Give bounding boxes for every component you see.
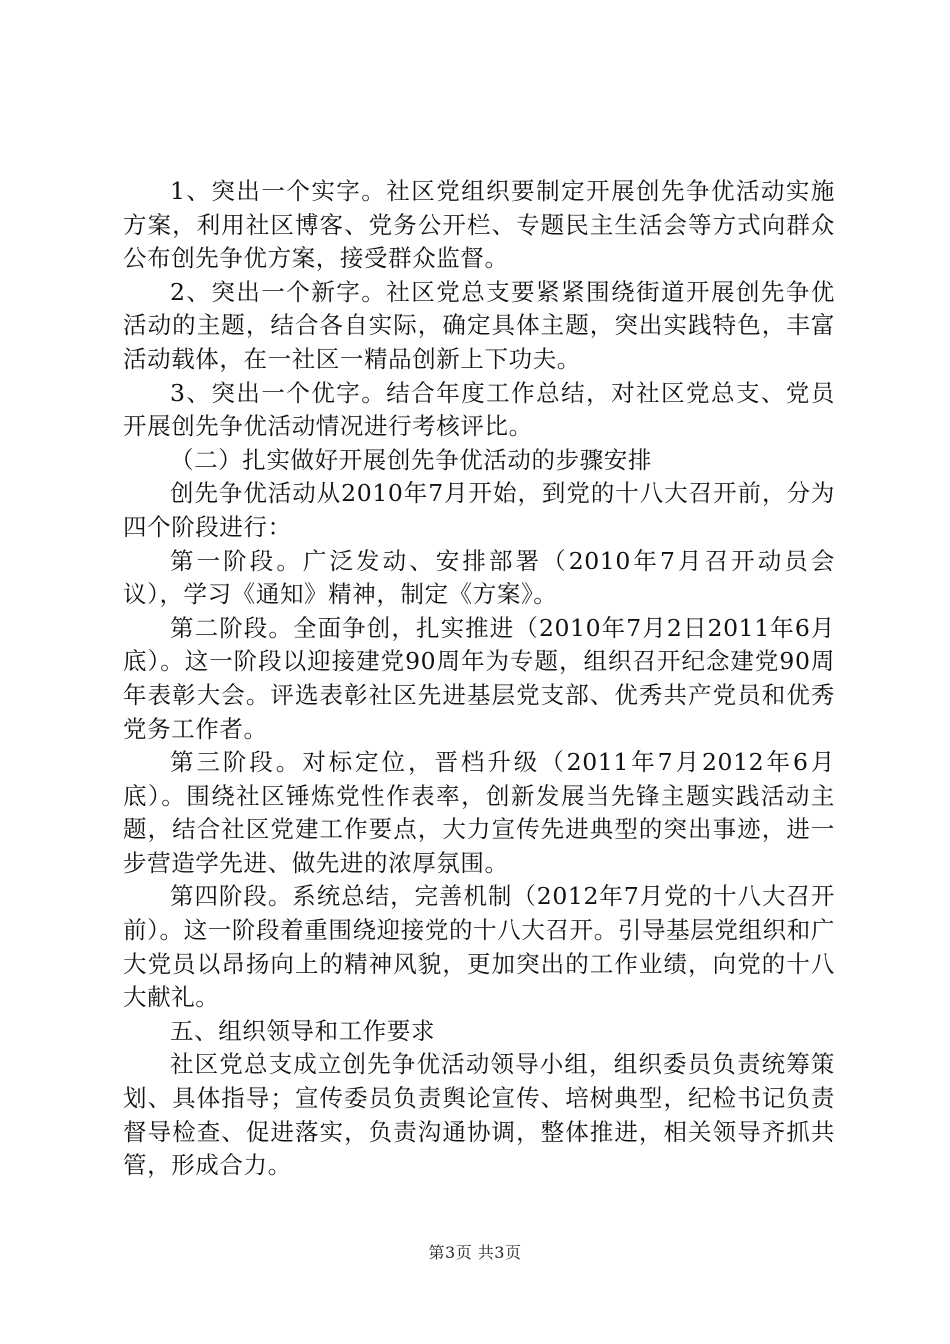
paragraph-highlight-excellent: 3、突出一个优字。结合年度工作总结，对社区党总支、党员开展创先争优活动情况进行考核评比。 [123, 378, 835, 441]
paragraph-highlight-new: 2、突出一个新字。社区党总支要紧紧围绕街道开展创先争优活动的主题，结合各自实际，确定具体主题，突出实践特色，丰富活动载体，在一社区一精品创新上下功夫。 [123, 277, 835, 373]
section-heading-leadership: 五、组织领导和工作要求 [170, 1016, 436, 1045]
paragraph-leadership: 社区党总支成立创先争优活动领导小组，组织委员负责统筹策划、具体指导；宣传委员负责舆论宣传、培树典型，纪检书记负责督导检查、促进落实，负责沟通协调，整体推进，相关领导齐抓共管，形成合力。 [123, 1050, 835, 1180]
paragraph-highlight-practical: 1、突出一个实字。社区党组织要制定开展创先争优活动实施方案，利用社区博客、党务公开栏、专题民主生活会等方式向群众公布创先争优方案，接受群众监督。 [123, 177, 835, 273]
section-heading-steps: （二）扎实做好开展创先争优活动的步骤安排 [170, 445, 652, 474]
page-number-footer: 第3页 共3页 [428, 1243, 522, 1262]
paragraph-stage-two: 第二阶段。全面争创，扎实推进（2010年7月2日2011年6月底）。这一阶段以迎接建党90周年为专题，组织召开纪念建党90周年表彰大会。评选表彰社区先进基层党支部、优秀共产党员和优秀党务工作者。 [123, 613, 835, 743]
paragraph-stage-four: 第四阶段。系统总结，完善机制（2012年7月党的十八大召开前）。这一阶段着重围绕迎接党的十八大召开。引导基层党组织和广大党员以昂扬向上的精神风貌，更加突出的工作业绩，向党的十八大献礼。 [123, 882, 835, 1012]
paragraph-stages-intro: 创先争优活动从2010年7月开始，到党的十八大召开前，分为四个阶段进行： [123, 479, 835, 541]
paragraph-stage-one: 第一阶段。广泛发动、安排部署（2010年7月召开动员会议），学习《通知》精神，制定《方案》。 [123, 546, 835, 609]
document-body [123, 175, 835, 1183]
paragraph-stage-three: 第三阶段。对标定位，晋档升级（2011年7月2012年6月底）。围绕社区锤炼党性作表率，创新发展当先锋主题实践活动主题，结合社区党建工作要点，大力宣传先进典型的突出事迹，进一步营造学先进、做先进的浓厚氛围。 [123, 748, 835, 877]
